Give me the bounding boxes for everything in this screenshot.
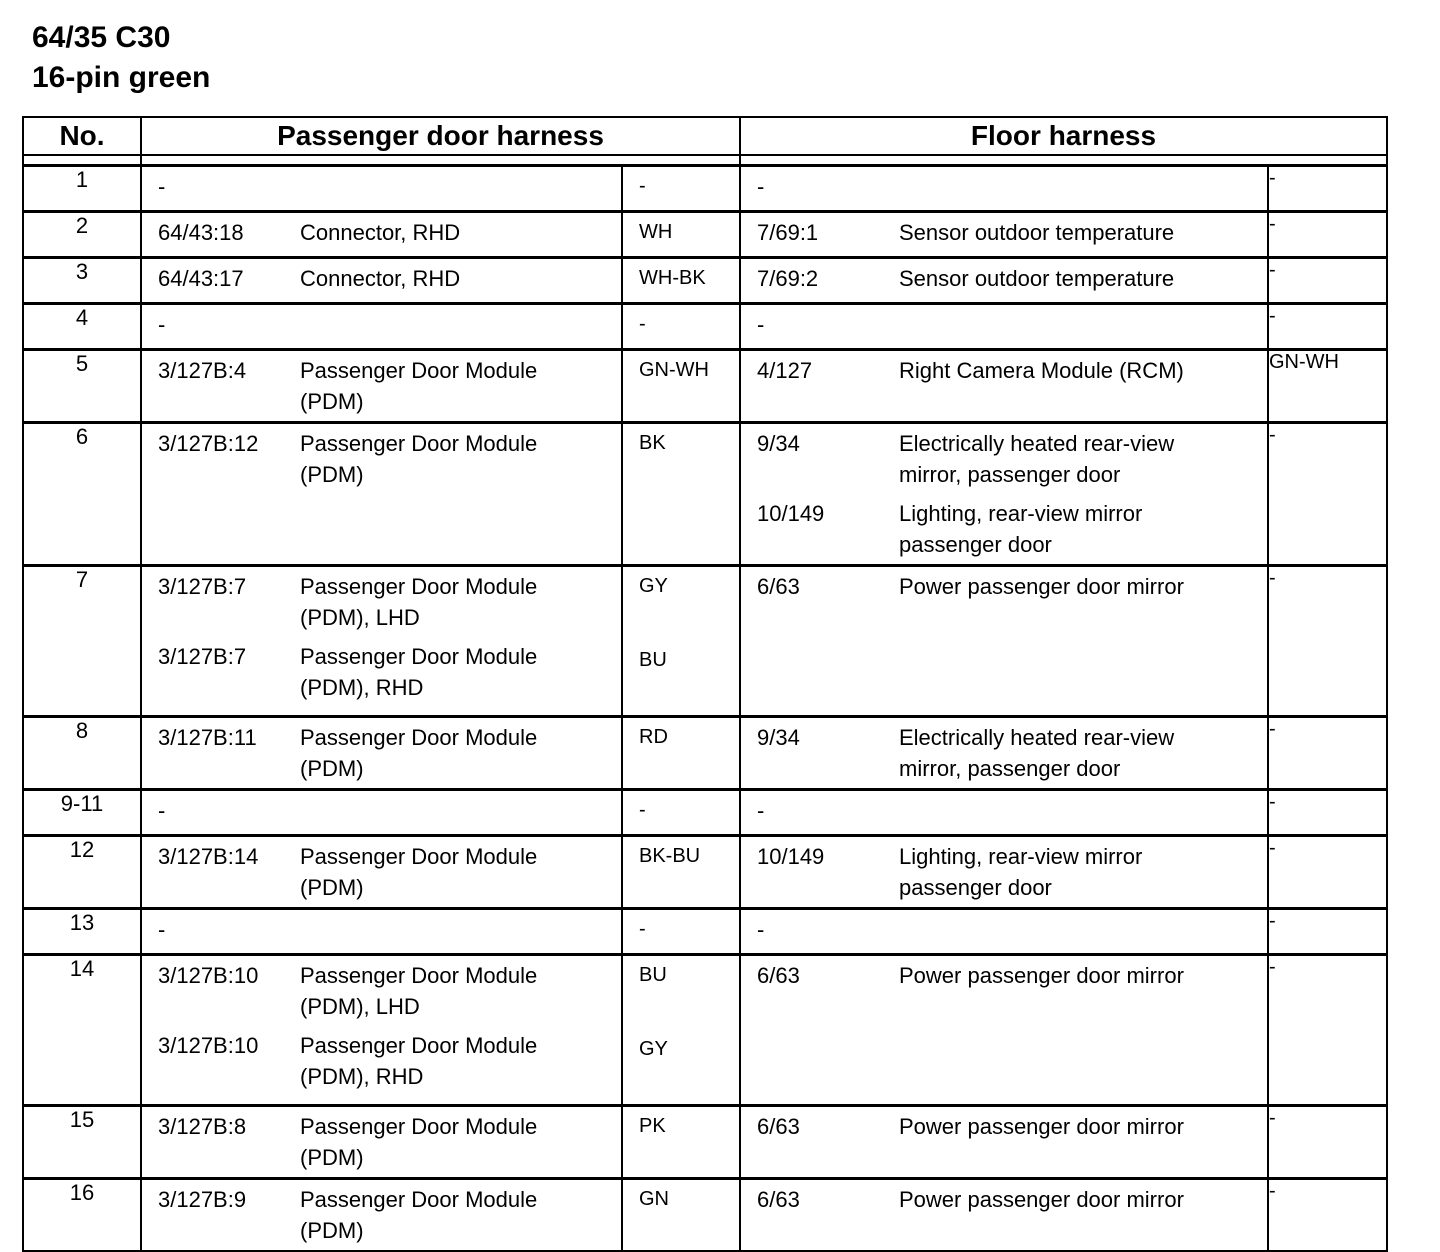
wire-color-code: BK-BU <box>639 845 701 867</box>
component-description: Electrically heated rear-view mirror, passenger door <box>899 431 1175 487</box>
component-description: Passenger Door Module (PDM), LHD <box>300 963 538 1019</box>
passenger-door-connection-entry <box>142 637 621 707</box>
component-code: - <box>158 174 166 199</box>
header-passenger-door-harness: Passenger door harness <box>141 117 740 155</box>
passenger-wire-color <box>622 350 740 423</box>
table-row <box>23 258 1387 304</box>
passenger-wire-color <box>622 836 740 909</box>
component-description: Passenger Door Module (PDM) <box>300 1114 538 1170</box>
passenger-wire-color <box>622 717 740 790</box>
component-description <box>300 309 621 340</box>
component-description: Power passenger door mirror <box>899 963 1184 988</box>
floor-harness-connection-entry <box>741 910 1267 949</box>
component-code: - <box>158 798 166 823</box>
floor-harness-connection <box>740 955 1268 1106</box>
floor-harness-connection-entry <box>741 718 1267 788</box>
pin-number: 13 <box>23 909 141 955</box>
floor-harness-connection <box>740 212 1268 258</box>
wire-color-code: BU <box>639 649 667 671</box>
component-description: Electrically heated rear-view mirror, passenger door <box>899 725 1175 781</box>
passenger-wire-color <box>622 955 740 1106</box>
wire-color-code: - <box>639 799 646 821</box>
floor-harness-connection-entry <box>741 213 1267 252</box>
floor-harness-connection-entry <box>741 567 1267 606</box>
component-code: - <box>757 798 765 823</box>
passenger-door-connection <box>141 717 622 790</box>
passenger-wire-color <box>622 212 740 258</box>
connector-id: 64/35 C30 <box>32 21 171 54</box>
component-description: Connector, RHD <box>300 220 461 245</box>
pin-number: 12 <box>23 836 141 909</box>
passenger-door-connection-entry <box>142 718 621 788</box>
table-row <box>23 166 1387 212</box>
component-code: - <box>757 174 765 199</box>
wire-color-code: BU <box>639 964 667 986</box>
pin-number: 8 <box>23 717 141 790</box>
floor-harness-connection <box>740 166 1268 212</box>
component-description <box>899 309 1267 340</box>
floor-harness-connection <box>740 258 1268 304</box>
floor-harness-connection <box>740 1179 1268 1252</box>
component-description: Power passenger door mirror <box>899 1114 1184 1139</box>
floor-harness-connection-entry <box>741 494 1267 564</box>
floor-wire-color: GN-WH <box>1268 350 1387 423</box>
component-code: - <box>757 312 765 337</box>
floor-wire-color: - <box>1268 836 1387 909</box>
passenger-wire-color <box>622 1179 740 1252</box>
floor-harness-connection-entry <box>741 305 1267 344</box>
table-row <box>23 350 1387 423</box>
pin-number: 2 <box>23 212 141 258</box>
floor-wire-color: - <box>1268 955 1387 1106</box>
passenger-door-connection-entry <box>142 167 621 206</box>
component-description: Sensor outdoor temperature <box>899 266 1175 291</box>
floor-harness-connection-entry <box>741 351 1267 390</box>
component-description: Passenger Door Module (PDM) <box>300 725 538 781</box>
component-description: Power passenger door mirror <box>899 1187 1184 1212</box>
component-code: 4/127 <box>757 358 813 383</box>
wire-color-code: WH <box>639 221 673 243</box>
table-row <box>23 909 1387 955</box>
component-code: 3/127B:10 <box>158 1033 259 1058</box>
floor-harness-connection <box>740 566 1268 717</box>
table-row <box>23 423 1387 566</box>
floor-wire-color: - <box>1268 212 1387 258</box>
component-description <box>300 795 621 826</box>
floor-harness-connection <box>740 1106 1268 1179</box>
wire-color-code: BK <box>639 432 666 454</box>
passenger-wire-color <box>622 790 740 836</box>
floor-wire-color: - <box>1268 166 1387 212</box>
wire-color-code: GY <box>639 1038 668 1060</box>
pin-number: 14 <box>23 955 141 1106</box>
floor-harness-connection-entry <box>741 167 1267 206</box>
passenger-door-connection <box>141 166 622 212</box>
floor-harness-connection-entry <box>741 259 1267 298</box>
table-row <box>23 955 1387 1106</box>
pin-number: 7 <box>23 566 141 717</box>
component-description <box>300 171 621 202</box>
component-code: 6/63 <box>757 574 800 599</box>
passenger-door-connection-entry <box>142 567 621 637</box>
passenger-door-connection <box>141 1179 622 1252</box>
component-description: Sensor outdoor temperature <box>899 220 1175 245</box>
table-row <box>23 212 1387 258</box>
pin-number: 6 <box>23 423 141 566</box>
component-description: Passenger Door Module (PDM) <box>300 358 538 414</box>
passenger-door-connection <box>141 258 622 304</box>
floor-harness-connection <box>740 717 1268 790</box>
passenger-door-connection-entry <box>142 956 621 1026</box>
floor-harness-connection-entry <box>741 837 1267 907</box>
passenger-door-connection-entry <box>142 1026 621 1096</box>
passenger-door-connection <box>141 790 622 836</box>
passenger-door-connection <box>141 1106 622 1179</box>
floor-wire-color: - <box>1268 304 1387 350</box>
wire-color-code: WH-BK <box>639 267 706 289</box>
component-code: 3/127B:7 <box>158 644 247 669</box>
pinout-table <box>22 116 1388 1252</box>
component-code: 6/63 <box>757 963 800 988</box>
component-description: Passenger Door Module (PDM) <box>300 431 538 487</box>
component-description <box>899 914 1267 945</box>
component-description: Passenger Door Module (PDM) <box>300 844 538 900</box>
component-code: - <box>757 917 765 942</box>
component-description: Passenger Door Module (PDM) <box>300 1187 538 1243</box>
passenger-door-connection-entry <box>142 837 621 907</box>
passenger-wire-color <box>622 909 740 955</box>
component-description: Passenger Door Module (PDM), RHD <box>300 644 538 700</box>
passenger-wire-color <box>622 423 740 566</box>
component-code: 3/127B:10 <box>158 963 259 988</box>
passenger-door-connection <box>141 350 622 423</box>
pin-number: 9-11 <box>23 790 141 836</box>
component-code: 7/69:1 <box>757 220 819 245</box>
floor-wire-color: - <box>1268 1106 1387 1179</box>
floor-harness-connection <box>740 909 1268 955</box>
passenger-door-connection-entry <box>142 213 621 252</box>
passenger-wire-color <box>622 258 740 304</box>
passenger-door-connection <box>141 836 622 909</box>
pin-number: 15 <box>23 1106 141 1179</box>
table-row <box>23 304 1387 350</box>
component-description: Passenger Door Module (PDM), LHD <box>300 574 538 630</box>
component-description <box>899 795 1267 826</box>
pin-number: 5 <box>23 350 141 423</box>
passenger-wire-color <box>622 566 740 717</box>
component-code: 9/34 <box>757 725 800 750</box>
pin-number: 16 <box>23 1179 141 1252</box>
floor-wire-color: - <box>1268 566 1387 717</box>
wire-color-code: GN-WH <box>639 359 709 381</box>
floor-harness-connection-entry <box>741 956 1267 995</box>
passenger-wire-color <box>622 1106 740 1179</box>
pin-number: 3 <box>23 258 141 304</box>
floor-harness-connection-entry <box>741 1107 1267 1146</box>
component-description: Connector, RHD <box>300 266 461 291</box>
wire-color-code: - <box>639 175 646 197</box>
component-code: 3/127B:14 <box>158 844 259 869</box>
wire-color-code: - <box>639 918 646 940</box>
component-code: 10/149 <box>757 501 825 526</box>
component-code: 10/149 <box>757 844 825 869</box>
component-code: - <box>158 312 166 337</box>
passenger-wire-color <box>622 304 740 350</box>
floor-harness-connection <box>740 836 1268 909</box>
connector-description: 16-pin green <box>32 61 211 94</box>
component-description: Passenger Door Module (PDM), RHD <box>300 1033 538 1089</box>
passenger-door-connection <box>141 212 622 258</box>
passenger-door-connection-entry <box>142 791 621 830</box>
component-code: 64/43:18 <box>158 220 244 245</box>
pinout-body <box>23 155 1387 1251</box>
floor-harness-connection-entry <box>741 1180 1267 1219</box>
floor-wire-color: - <box>1268 423 1387 566</box>
connector-title <box>32 18 210 98</box>
component-code: 6/63 <box>757 1114 800 1139</box>
passenger-door-connection <box>141 423 622 566</box>
component-description <box>899 171 1267 202</box>
pin-number: 1 <box>23 166 141 212</box>
component-code: 6/63 <box>757 1187 800 1212</box>
floor-harness-connection <box>740 790 1268 836</box>
table-row <box>23 1106 1387 1179</box>
component-description: Lighting, rear-view mirror passenger door <box>899 501 1143 557</box>
component-description: Lighting, rear-view mirror passenger door <box>899 844 1143 900</box>
passenger-door-connection <box>141 304 622 350</box>
table-row <box>23 836 1387 909</box>
floor-wire-color: - <box>1268 717 1387 790</box>
wire-color-code: GN <box>639 1188 669 1210</box>
floor-harness-connection <box>740 423 1268 566</box>
floor-wire-color: - <box>1268 258 1387 304</box>
component-description: Right Camera Module (RCM) <box>899 358 1184 383</box>
header-no: No. <box>23 117 141 155</box>
floor-harness-connection-entry <box>741 791 1267 830</box>
component-code: 64/43:17 <box>158 266 244 291</box>
table-row <box>23 566 1387 717</box>
wire-color-code: - <box>639 313 646 335</box>
component-description <box>300 914 621 945</box>
passenger-door-connection-entry <box>142 259 621 298</box>
passenger-door-connection-entry <box>142 1107 621 1177</box>
wire-color-code: GY <box>639 575 668 597</box>
floor-harness-connection <box>740 304 1268 350</box>
header-floor-harness: Floor harness <box>740 117 1387 155</box>
passenger-door-connection-entry <box>142 351 621 421</box>
passenger-door-connection <box>141 955 622 1106</box>
component-code: 3/127B:12 <box>158 431 259 456</box>
table-row <box>23 790 1387 836</box>
table-row <box>23 1179 1387 1252</box>
floor-wire-color: - <box>1268 790 1387 836</box>
passenger-door-connection-entry <box>142 1180 621 1250</box>
pin-number: 4 <box>23 304 141 350</box>
component-code: - <box>158 917 166 942</box>
passenger-door-connection <box>141 909 622 955</box>
component-code: 7/69:2 <box>757 266 819 291</box>
component-code: 9/34 <box>757 431 800 456</box>
component-code: 3/127B:9 <box>158 1187 247 1212</box>
wire-color-code: RD <box>639 726 668 748</box>
component-code: 3/127B:4 <box>158 358 247 383</box>
component-code: 3/127B:11 <box>158 725 257 750</box>
passenger-door-connection-entry <box>142 424 621 494</box>
passenger-door-connection <box>141 566 622 717</box>
wire-color-code: PK <box>639 1115 666 1137</box>
floor-harness-connection-entry <box>741 424 1267 494</box>
passenger-wire-color <box>622 166 740 212</box>
floor-wire-color: - <box>1268 1179 1387 1252</box>
component-code: 3/127B:8 <box>158 1114 247 1139</box>
passenger-door-connection-entry <box>142 305 621 344</box>
floor-harness-connection <box>740 350 1268 423</box>
component-description: Power passenger door mirror <box>899 574 1184 599</box>
table-row <box>23 717 1387 790</box>
floor-wire-color: - <box>1268 909 1387 955</box>
component-code: 3/127B:7 <box>158 574 247 599</box>
passenger-door-connection-entry <box>142 910 621 949</box>
